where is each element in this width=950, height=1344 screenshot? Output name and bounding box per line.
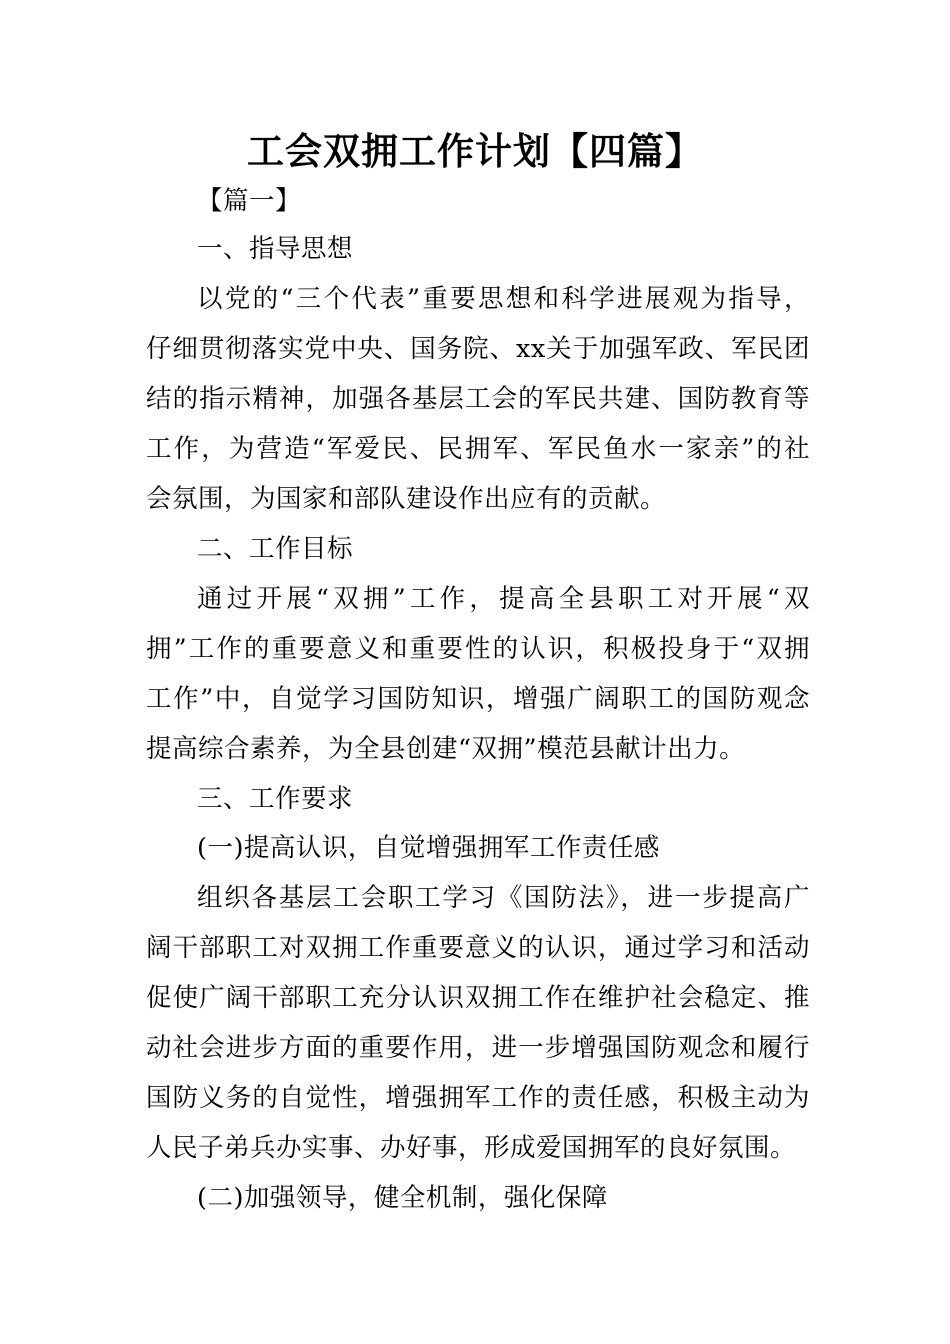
heading-guiding-ideology: 一、指导思想	[197, 234, 354, 264]
document-title: 工会双拥工作计划【四篇】	[247, 129, 703, 173]
paragraph-line: 动社会进步方面的重要作用，进一步增强国防观念和履行	[146, 1033, 810, 1063]
paragraph-line: 会氛围，为国家和部队建设作出应有的贡献。	[146, 484, 667, 514]
paragraph-line: 阔干部职工对双拥工作重要意义的认识，通过学习和活动	[146, 933, 810, 963]
heading-work-goals: 二、工作目标	[197, 534, 354, 564]
paragraph-line: 工作，为营造“军爱民、民拥军、军民鱼水一家亲”的社	[146, 434, 810, 464]
paragraph-line: 仔细贯彻落实党中央、国务院、xx关于加强军政、军民团	[146, 334, 810, 364]
paragraph-line: 结的指示精神，加强各基层工会的军民共建、国防教育等	[146, 384, 810, 414]
paragraph-line: 以党的“三个代表”重要思想和科学进展观为指导，	[197, 284, 810, 314]
paragraph-line: 提高综合素养，为全县创建“双拥”模范县献计出力。	[146, 734, 746, 764]
paragraph-line: 组织各基层工会职工学习《国防法》，进一步提高广	[197, 883, 810, 913]
paragraph-line: 国防义务的自觉性，增强拥军工作的责任感，积极主动为	[146, 1083, 810, 1113]
section-label: 【篇一】	[197, 186, 302, 216]
paragraph-line: 促使广阔干部职工充分认识双拥工作在维护社会稳定、推	[146, 983, 810, 1013]
heading-work-requirements: 三、工作要求	[197, 784, 354, 814]
paragraph-line: 通过开展“双拥”工作，提高全县职工对开展“双	[197, 584, 810, 614]
paragraph-line: 工作”中，自觉学习国防知识，增强广阔职工的国防观念	[146, 684, 810, 714]
paragraph-line: 人民子弟兵办实事、办好事，形成爱国拥军的良好氛围。	[146, 1133, 797, 1163]
paragraph-line: 拥”工作的重要意义和重要性的认识，积极投身于“双拥	[146, 634, 810, 664]
subheading-1: (一)提高认识，自觉增强拥军工作责任感	[197, 833, 660, 863]
subheading-2: (二)加强领导，健全机制，强化保障	[197, 1183, 608, 1213]
